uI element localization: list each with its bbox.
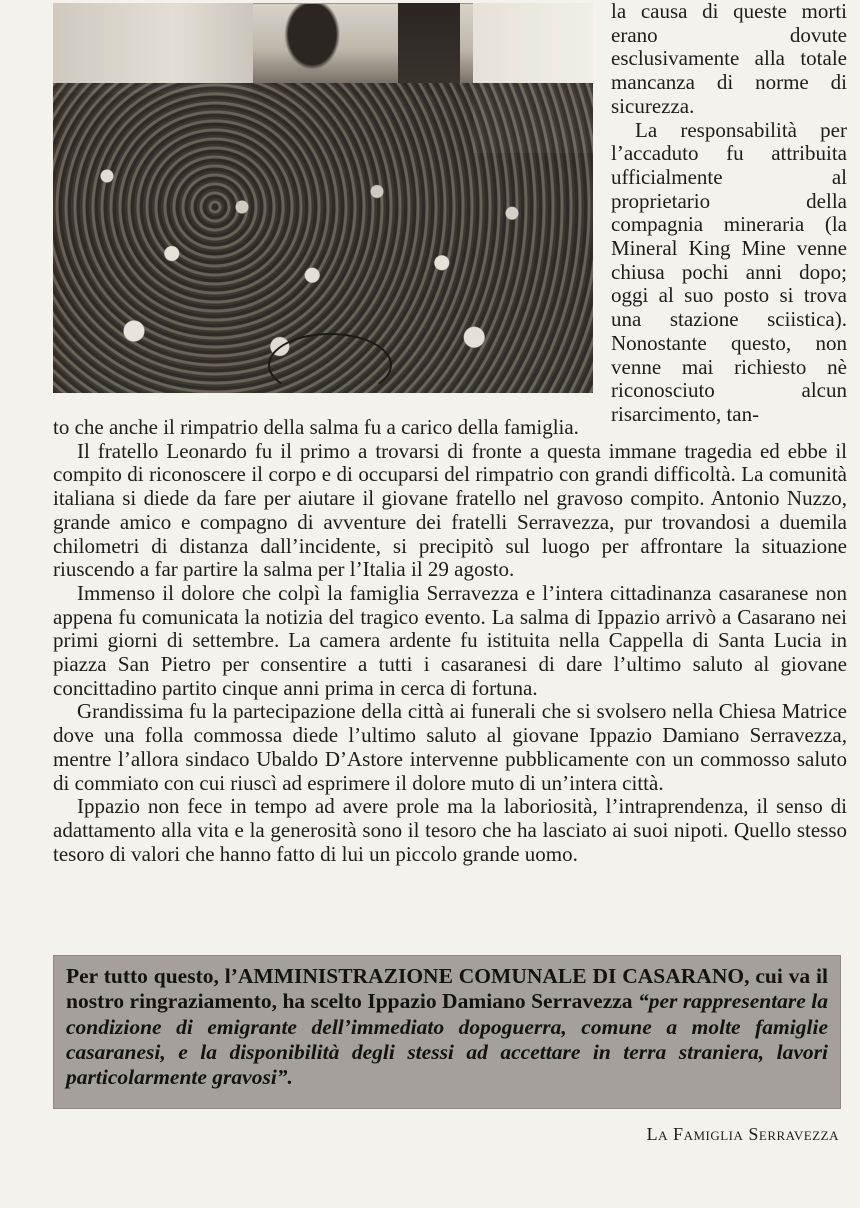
paragraph: Il fratello Leonardo fu il primo a trovarsi di fronte a questa immane tragedia ed ebbe il compito di riconoscere il corpo e di occuparsi del rimpatrio con grandi difficoltà. La comunità italiana si diede da fare per aiutare il giovane fratello nel gravoso compito. Antonio Nuzzo, grande amico e compagno di avventure dei fratelli Serravezza, pur trovandosi a duemila chilometri di distanza dall’incidente, si precipitò sul luogo per affrontare la situazione riuscendo a far partire la salma per l’Italia il 29 agosto. — [53, 438, 847, 582]
funeral-crowd-photo — [53, 3, 593, 393]
paragraph: Immenso il dolore che colpì la famiglia Serravezza e l’intera cittadinanza casaranese non appena fu comunicata la notizia del tragico evento. La salma di Ippazio arrivò a Casarano nei primi giorni di settembre. La camera ardente fu istituita nella Cappella di Santa Lucia in piazza San Pietro per consentire a tutti i casaranesi di dare l’ultimo saluto al giovane concittadino partito cinque anni prima in cerca di fortuna. — [53, 580, 847, 700]
watermark — [0, 1155, 860, 1208]
bicycle — [268, 333, 392, 393]
main-text — [53, 416, 847, 866]
paragraph: La responsabilità per l’accaduto fu attribuita ufficialmente al proprietario della compagnia mineraria (la Mineral King Mine venne chiusa pochi anni dopo; oggi al suo posto si trova una stazione sciistica). Nonostante questo, non venne mai richiesto nè riconosciuto alcun risarcimento, tan- — [611, 117, 847, 426]
paragraph: la causa di queste morti erano dovute esclusivamente alla totale mancanza di norme di sicurezza. — [611, 0, 847, 118]
signature: La Famiglia Serravezza — [646, 1124, 839, 1144]
paragraph: Grandissima fu la partecipazione della città ai funerali che si svolsero nella Chiesa Matrice dove una folla commossa diede l’ultimo saluto al giovane Ippazio Damiano Serravezza, mentre l’allora sindaco Ubaldo D’Astore intervenne pubblicamente con un commosso saluto di commiato con cui riuscì ad esprimere il dolore muto di un’intera città. — [53, 699, 847, 795]
acknowledgement-text: Per tutto questo, l’AMMINISTRAZIONE COMUNALE DI CASARANO, cui va il nostro ringraziamento, ha scelto Ippazio Damiano Serravezza — [66, 964, 828, 1014]
church-door — [398, 3, 460, 95]
building-facade — [53, 3, 253, 93]
right-column-text — [611, 0, 847, 427]
acknowledgement-box — [53, 955, 841, 1109]
acknowledgement-quote: “per rappresentare la condizione di emigrante dell’immediato dopoguerra, comune a molte famiglie casaranesi, e la disponibilità degli stessi ad accettare in terra straniera, lavori particolarmente gravosi”. — [66, 989, 828, 1090]
paragraph: Ippazio non fece in tempo ad avere prole ma la laboriosità, l’intraprendenza, il senso di adattamento alla vita e la generosità sono il tesoro che ha lasciato ai suoi nipoti. Quello stesso tesoro di valori che hanno fatto di lui un piccolo grande uomo. — [53, 794, 847, 866]
paragraph: to che anche il rimpatrio della salma fu a carico della famiglia. — [53, 415, 579, 439]
